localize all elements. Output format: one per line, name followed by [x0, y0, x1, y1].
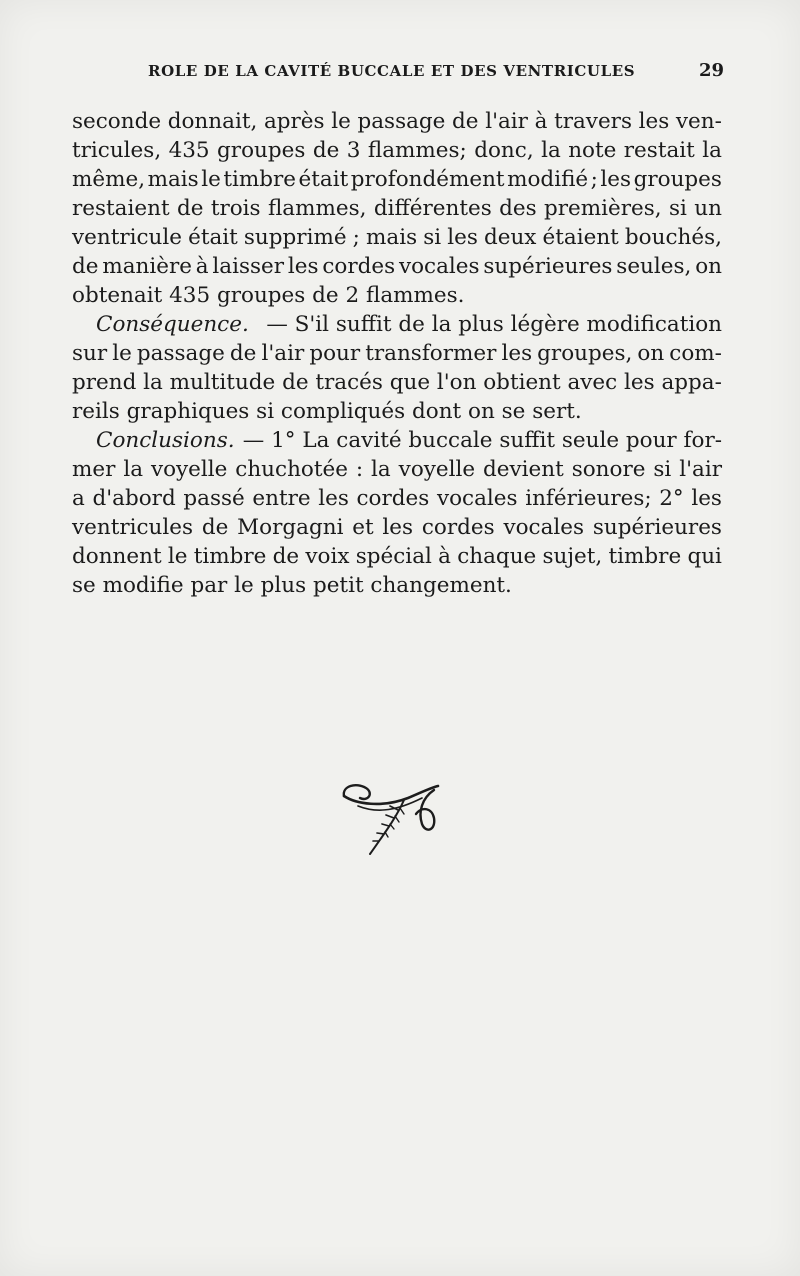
- consequence-first-line: [72, 310, 722, 339]
- word: chaque: [457, 544, 537, 569]
- word: note: [568, 138, 617, 163]
- word: 3: [346, 138, 361, 163]
- word: tracés: [315, 370, 383, 395]
- word: modifié: [507, 167, 589, 192]
- word: était: [188, 225, 238, 250]
- word: timbre: [223, 167, 297, 192]
- word: la: [123, 457, 144, 482]
- word: les: [624, 370, 655, 395]
- word: voix: [305, 544, 350, 569]
- word: si: [668, 196, 687, 221]
- text-line: [72, 136, 722, 165]
- word: ventricule: [72, 225, 182, 250]
- word: même,: [72, 167, 146, 192]
- text-line: obtenait 435 groupes de 2 flammes.: [72, 283, 465, 308]
- word: si: [653, 457, 672, 482]
- word: on: [695, 254, 722, 279]
- word: pour: [309, 341, 361, 366]
- word: cordes: [356, 486, 430, 511]
- word: ventricules: [72, 515, 194, 540]
- word: bouchés,: [624, 225, 722, 250]
- word: de: [72, 254, 99, 279]
- word: flammes,: [267, 196, 367, 221]
- text-line: se modifie par le plus petit changement.: [72, 573, 512, 598]
- word: passage: [357, 109, 446, 134]
- word: a: [72, 486, 85, 511]
- word: supérieures: [592, 515, 722, 540]
- word: de: [272, 544, 300, 569]
- word: multitude: [169, 370, 276, 395]
- page-number: 29: [698, 60, 724, 81]
- word: l'air: [485, 109, 528, 134]
- running-head: ROLE DE LA CAVITÉ BUCCALE ET DES VENTRICULES: [148, 62, 636, 80]
- word: prend: [72, 370, 137, 395]
- word: les: [382, 515, 414, 540]
- word: timbre: [608, 544, 682, 569]
- word: la: [371, 457, 391, 482]
- word: groupes: [633, 167, 722, 192]
- word: le: [201, 167, 221, 192]
- word: sur: [72, 341, 108, 366]
- text-line: [72, 107, 722, 136]
- text-line: [72, 542, 722, 571]
- word: chuchotée: [235, 457, 348, 482]
- word: voyelle: [150, 457, 228, 482]
- word: des: [499, 196, 537, 221]
- conclusions-first-line-text: — 1° La cavité buccale suffit seule pour for-: [242, 428, 722, 453]
- word: 435: [168, 138, 210, 163]
- word: restaient: [72, 196, 170, 221]
- word: de: [282, 370, 309, 395]
- word: deux: [483, 225, 537, 250]
- conclusions-heading: Conclusions.: [96, 428, 235, 453]
- word: vocales: [436, 486, 518, 511]
- text-line: [72, 368, 722, 397]
- word: et: [352, 515, 374, 540]
- text-line: reils graphiques si compliqués dont on se sert.: [72, 399, 582, 424]
- word: appa-: [661, 370, 722, 395]
- word: sonore: [571, 457, 646, 482]
- word: de: [201, 515, 229, 540]
- word: le: [331, 109, 351, 134]
- word: donc,: [474, 138, 534, 163]
- text-line: [72, 194, 722, 223]
- word: avec: [567, 370, 618, 395]
- word: d'abord: [92, 486, 176, 511]
- word: passé: [183, 486, 245, 511]
- word: la: [702, 138, 722, 163]
- word: les: [318, 486, 349, 511]
- word: après: [263, 109, 325, 134]
- conclusions-first-line: [72, 426, 722, 455]
- word: donnait,: [167, 109, 258, 134]
- word: les: [691, 486, 722, 511]
- fleuron-icon: [338, 778, 446, 858]
- word: étaient: [542, 225, 619, 250]
- word: timbre: [193, 544, 267, 569]
- word: sujet,: [542, 544, 603, 569]
- word: de: [176, 196, 204, 221]
- word: les: [287, 254, 319, 279]
- word: com-: [669, 341, 722, 366]
- word: de: [312, 138, 340, 163]
- word: groupes: [217, 138, 306, 163]
- page-header: [148, 60, 724, 86]
- word: passage: [136, 341, 225, 366]
- word: supérieures: [483, 254, 613, 279]
- word: seules,: [616, 254, 692, 279]
- word: l'air: [261, 341, 305, 366]
- word: le: [167, 544, 188, 569]
- word: cordes: [322, 254, 396, 279]
- word: profondément: [350, 167, 505, 192]
- word: premières,: [543, 196, 662, 221]
- word: mais: [366, 225, 418, 250]
- body-text: [72, 107, 722, 600]
- word: à: [438, 544, 451, 569]
- text-line: [72, 252, 722, 281]
- word: 2°: [659, 486, 684, 511]
- word: la: [143, 370, 163, 395]
- word: mer: [72, 457, 116, 482]
- word: cordes: [421, 515, 495, 540]
- text-line: [72, 513, 722, 542]
- word: les: [600, 167, 632, 192]
- word: spécial: [355, 544, 432, 569]
- word: mais: [147, 167, 199, 192]
- word: obtient: [483, 370, 561, 395]
- word: ;: [352, 225, 360, 250]
- word: travers: [554, 109, 632, 134]
- word: un: [694, 196, 722, 221]
- word: on: [637, 341, 665, 366]
- text-line: [72, 339, 722, 368]
- consequence-first-line-text: — S'il suffit de la plus légère modification: [266, 312, 722, 337]
- word: inférieures;: [525, 486, 652, 511]
- word: transformer: [365, 341, 497, 366]
- word: entre: [252, 486, 311, 511]
- word: l'air: [679, 457, 722, 482]
- word: :: [355, 457, 364, 482]
- word: voyelle: [398, 457, 476, 482]
- word: le: [112, 341, 132, 366]
- word: ;: [590, 167, 598, 192]
- word: les: [447, 225, 478, 250]
- word: flammes;: [367, 138, 467, 163]
- word: vocales: [503, 515, 585, 540]
- word: restait: [623, 138, 695, 163]
- text-line: [72, 484, 722, 513]
- word: donnent: [72, 544, 162, 569]
- text-line: [72, 455, 722, 484]
- word: Morgagni: [237, 515, 344, 540]
- text-line: [72, 165, 722, 194]
- word: les: [638, 109, 670, 134]
- word: l'on: [436, 370, 477, 395]
- word: était: [298, 167, 349, 192]
- word: qui: [687, 544, 722, 569]
- word: différentes: [373, 196, 492, 221]
- word: de: [452, 109, 479, 134]
- word: de: [229, 341, 257, 366]
- consequence-heading: Conséquence.: [96, 312, 249, 337]
- word: trois: [210, 196, 261, 221]
- word: seconde: [72, 109, 162, 134]
- word: si: [423, 225, 442, 250]
- word: la: [541, 138, 561, 163]
- text-line: [72, 223, 722, 252]
- word: à: [534, 109, 548, 134]
- word: groupes,: [537, 341, 633, 366]
- word: tricules,: [72, 138, 162, 163]
- word: à: [195, 254, 209, 279]
- word: laisser: [212, 254, 285, 279]
- word: ven-: [675, 109, 722, 134]
- word: supprimé: [243, 225, 347, 250]
- word: vocales: [398, 254, 480, 279]
- word: manière: [102, 254, 192, 279]
- word: les: [501, 341, 533, 366]
- word: que: [389, 370, 431, 395]
- word: devient: [483, 457, 564, 482]
